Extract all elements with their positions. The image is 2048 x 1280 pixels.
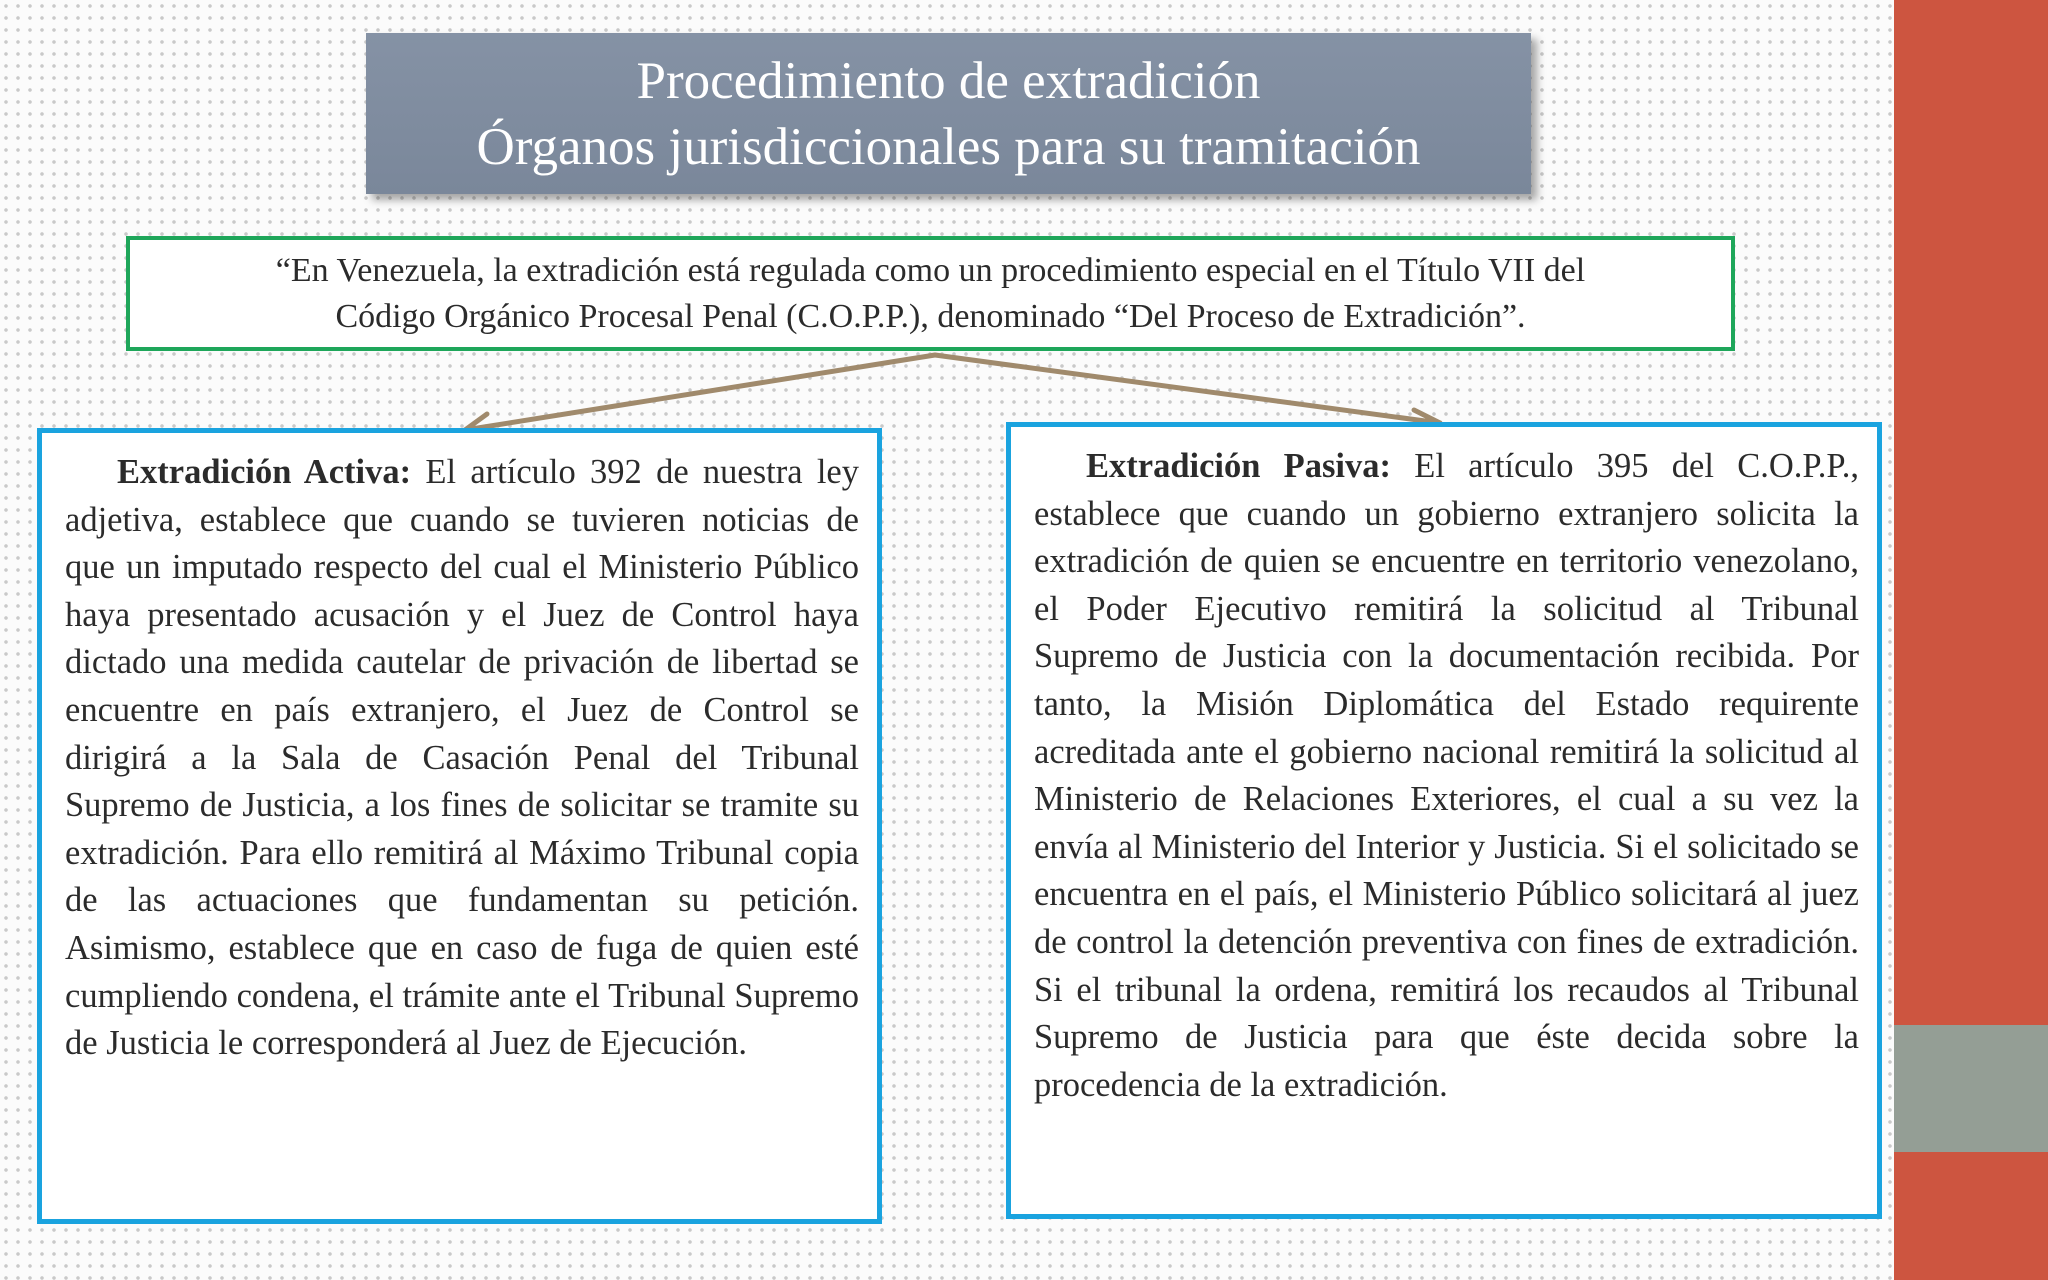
activa-body: El artículo 392 de nuestra ley adjetiva, establece que cuando se tuvieren noticias de que un imputado respecto del cual el Ministerio Público haya presentado acusación y el Juez de Control haya dictado una medida cautelar de privación de libertad se encuentre en país extranjero, el Juez de Control se dirigirá a la Sala de Casación Penal del Tribunal Supremo de Justicia, a los fines de solicitar se tramite su extradición. Para ello remitirá al Máximo Tribunal copia de las actuaciones que fundamentan su petición. Asimismo, establece que en caso de fuga de quien esté cumpliendo condena, el trámite ante el Tribunal Supremo de Justicia le corresponderá al Juez de Ejecución. (65, 453, 859, 1063)
title-line-1: Procedimiento de extradición (636, 51, 1261, 110)
decorative-side-bar (1894, 0, 2048, 1280)
pasiva-heading: Extradición Pasiva: (1086, 447, 1391, 485)
quote-box (126, 236, 1735, 351)
extradicion-activa-panel (37, 428, 882, 1224)
pasiva-body: El artículo 395 del C.O.P.P., establece que cuando un gobierno extranjero solicita la extradición de quien se encuentre en territorio venezolano, el Poder Ejecutivo remitirá la solicitud al Tribunal Supremo de Justicia con la documentación recibida. Por tanto, la Misión Diplomática del Estado requirente acreditada ante el gobierno nacional remitirá la solicitud al Ministerio de Relaciones Exteriores, el cual a su vez la envía al Ministerio del Interior y Justicia. Si el solicitado se encuentra en el país, el Ministerio Público solicitará al juez de control la detención preventiva con fines de extradición. Si el tribunal la ordena, remitirá los recaudos al Tribunal Supremo de Justicia para que éste decida sobre la procedencia de la extradición. (1034, 447, 1859, 1104)
activa-paragraph (65, 449, 859, 1068)
title-banner (366, 33, 1531, 194)
extradicion-pasiva-panel (1006, 422, 1882, 1219)
arrow-to-pasiva (935, 355, 1440, 423)
quote-line-2: Código Orgánico Procesal Penal (C.O.P.P.), denominado “Del Proceso de Extradición”. (335, 297, 1526, 335)
pasiva-paragraph (1034, 443, 1859, 1109)
quote-line-1: “En Venezuela, la extradición está regulada como un procedimiento especial en el Título VII del (275, 251, 1586, 289)
arrow-to-activa (465, 355, 935, 430)
title-line-2: Órganos jurisdiccionales para su tramitación (476, 117, 1421, 176)
decorative-grey-band (1894, 1025, 2048, 1152)
activa-heading: Extradición Activa: (117, 453, 412, 491)
